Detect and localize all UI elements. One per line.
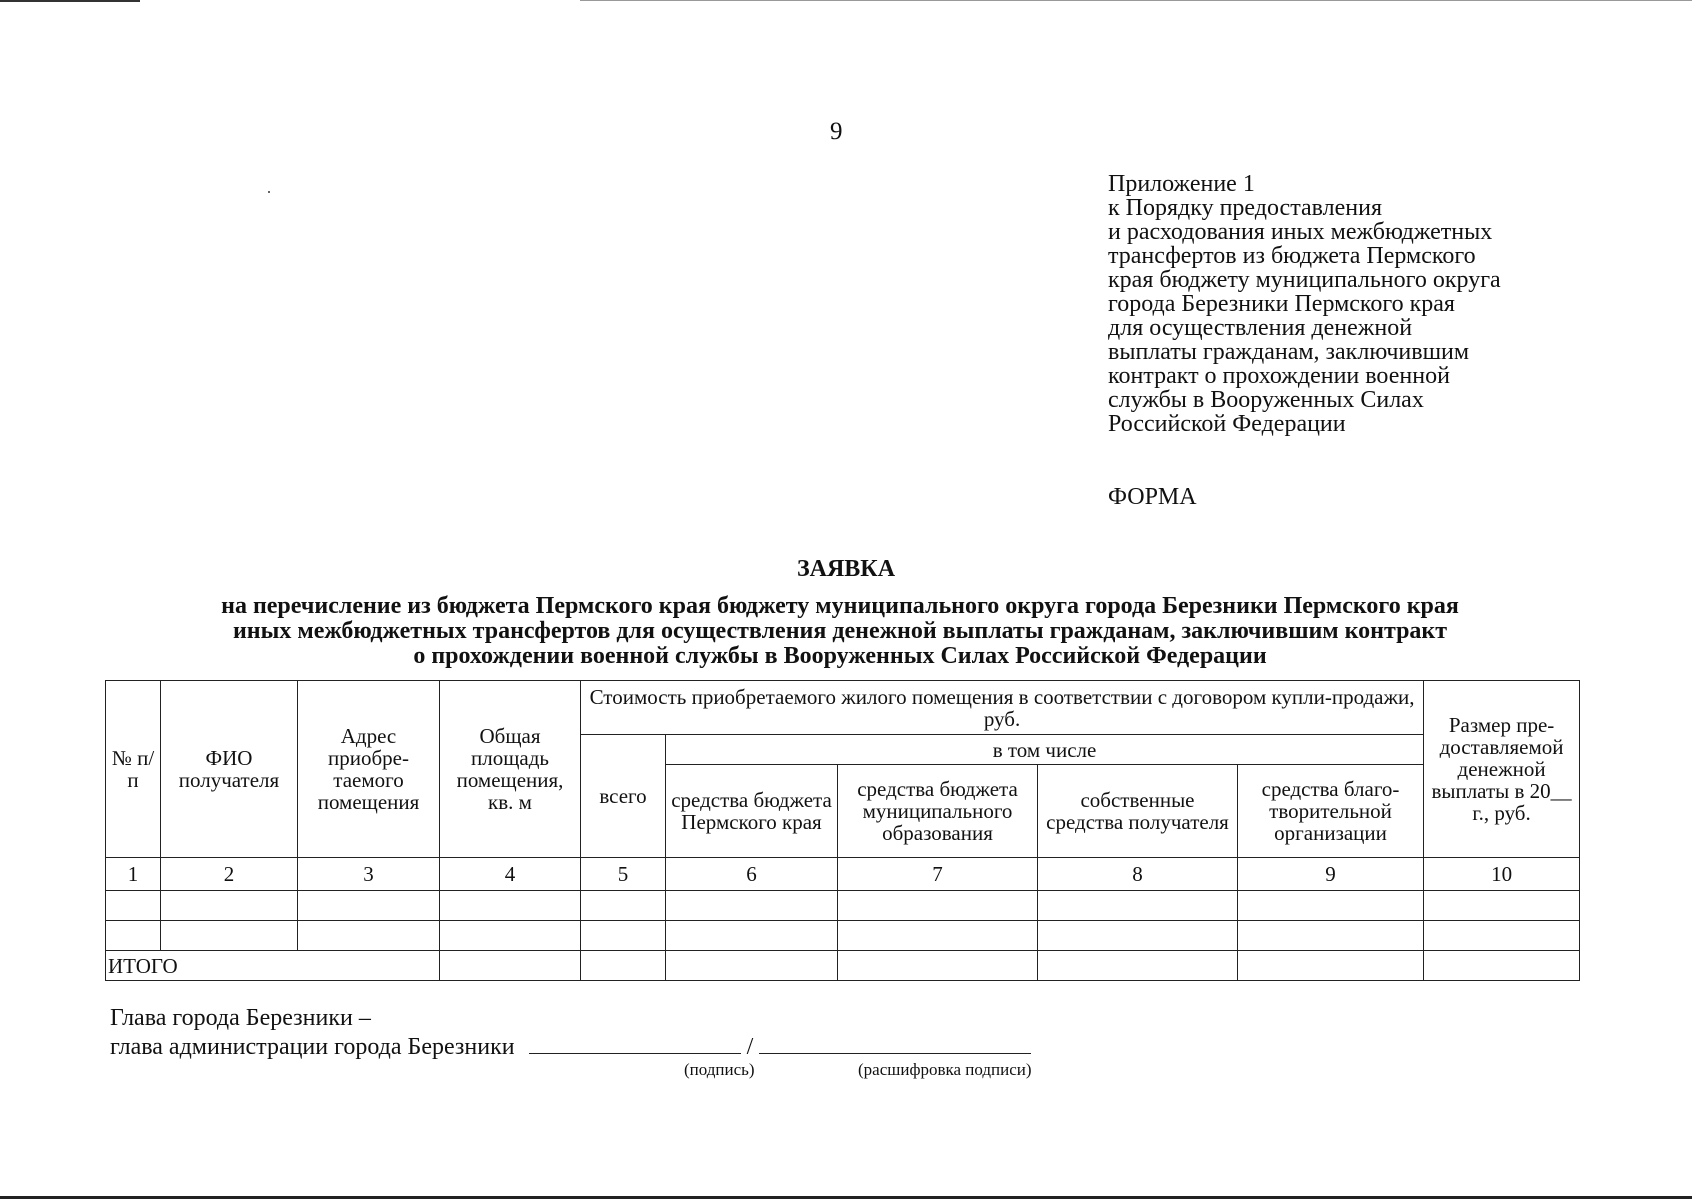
empty-cell[interactable] (1038, 951, 1238, 981)
signature-block (110, 1006, 1031, 1060)
appendix-line: Приложение 1 (1108, 171, 1255, 197)
subtitle-line: на перечисление из бюджета Пермского края бюджету муниципального округа города Березники Пермского края (221, 593, 1459, 619)
column-number: 5 (581, 858, 666, 891)
header-regional-budget: средства бюджета Пермского края (666, 765, 838, 858)
empty-cell[interactable] (838, 951, 1038, 981)
empty-cell[interactable] (838, 921, 1038, 951)
empty-cell[interactable] (1238, 921, 1424, 951)
empty-cell[interactable] (838, 891, 1038, 921)
empty-cell[interactable] (298, 891, 440, 921)
empty-cell[interactable] (1038, 921, 1238, 951)
column-number: 1 (106, 858, 161, 891)
signature-line-1: Глава города Березники – (110, 1005, 371, 1031)
form-label: ФОРМА (1108, 484, 1197, 510)
header-area: Общая площадь помещения, кв. м (440, 681, 581, 858)
empty-cell[interactable] (581, 921, 666, 951)
header-total: всего (581, 735, 666, 858)
appendix-line: и расходования иных межбюджетных (1108, 219, 1493, 245)
column-number: 3 (298, 858, 440, 891)
total-row (106, 951, 1580, 981)
column-number: 10 (1424, 858, 1580, 891)
empty-cell[interactable] (298, 921, 440, 951)
signature-caption: (подпись) (684, 1060, 755, 1079)
column-number: 4 (440, 858, 581, 891)
subtitle-line: иных межбюджетных трансфертов для осуществления денежной выплаты гражданам, заключившим контракт (232, 618, 1448, 644)
document-title: ЗАЯВКА (796, 556, 896, 582)
empty-cell[interactable] (1424, 951, 1580, 981)
column-number: 6 (666, 858, 838, 891)
empty-cell[interactable] (1038, 891, 1238, 921)
column-number: 9 (1238, 858, 1424, 891)
empty-cell[interactable] (440, 951, 581, 981)
total-label: ИТОГО (106, 951, 440, 981)
empty-cell[interactable] (161, 891, 298, 921)
signature-decode-field[interactable] (759, 1031, 1031, 1054)
empty-cell[interactable] (440, 891, 581, 921)
empty-cell[interactable] (581, 951, 666, 981)
column-number: 7 (838, 858, 1038, 891)
empty-cell[interactable] (1424, 921, 1580, 951)
column-number: 8 (1038, 858, 1238, 891)
empty-cell[interactable] (666, 891, 838, 921)
table-row (106, 891, 1580, 921)
page-number: 9 (830, 118, 843, 145)
appendix-line: контракт о прохождении военной (1108, 363, 1450, 389)
appendix-line: Российской Федерации (1108, 411, 1346, 437)
appendix-line: трансфертов из бюджета Пермского (1108, 243, 1476, 269)
empty-cell[interactable] (1238, 951, 1424, 981)
appendix-line: выплаты гражданам, заключившим (1108, 339, 1470, 365)
empty-cell[interactable] (161, 921, 298, 951)
scan-speck (268, 191, 270, 193)
header-address: Адрес приобре-таемого помещения (298, 681, 440, 858)
signature-field[interactable] (529, 1031, 741, 1054)
scan-edge-top-left (0, 0, 140, 2)
scan-edge-bottom (0, 1196, 1692, 1199)
appendix-line: к Порядку предоставления (1108, 195, 1383, 221)
header-payment: Размер пре-доставляемой денежной выплаты в 20__ г., руб. (1424, 681, 1580, 858)
appendix-line: края бюджету муниципального округа (1108, 267, 1501, 293)
appendix-line: службы в Вооруженных Силах (1108, 387, 1424, 413)
header-cost-group: Стоимость приобретаемого жилого помещения в соответствии с договором купли-продажи, руб. (581, 681, 1424, 735)
empty-cell[interactable] (1424, 891, 1580, 921)
appendix-block (1108, 172, 1628, 436)
appendix-line: для осуществления денежной (1108, 315, 1413, 341)
signature-slash: / (746, 1034, 754, 1060)
empty-cell[interactable] (581, 891, 666, 921)
header-including: в том числе (666, 735, 1424, 765)
empty-cell[interactable] (106, 921, 161, 951)
column-number: 2 (161, 858, 298, 891)
signature-decode-caption: (расшифровка подписи) (858, 1060, 1032, 1079)
empty-cell[interactable] (1238, 891, 1424, 921)
header-num: № п/п (106, 681, 161, 858)
empty-cell[interactable] (666, 951, 838, 981)
appendix-line: города Березники Пермского края (1108, 291, 1455, 317)
subtitle-line: о прохождении военной службы в Вооруженных Силах Российской Федерации (413, 643, 1267, 669)
header-municipal-budget: средства бюджета муниципального образования (838, 765, 1038, 858)
header-fio: ФИО получателя (161, 681, 298, 858)
empty-cell[interactable] (106, 891, 161, 921)
header-own-funds: собственные средства получателя (1038, 765, 1238, 858)
table-row (106, 921, 1580, 951)
scan-edge-top-right (580, 0, 1692, 1)
header-charity-funds: средства благо-творительной организации (1238, 765, 1424, 858)
signature-line-2: глава администрации города Березники (110, 1034, 515, 1060)
empty-cell[interactable] (666, 921, 838, 951)
document-subtitle (100, 594, 1580, 669)
request-table (105, 680, 1580, 981)
empty-cell[interactable] (440, 921, 581, 951)
